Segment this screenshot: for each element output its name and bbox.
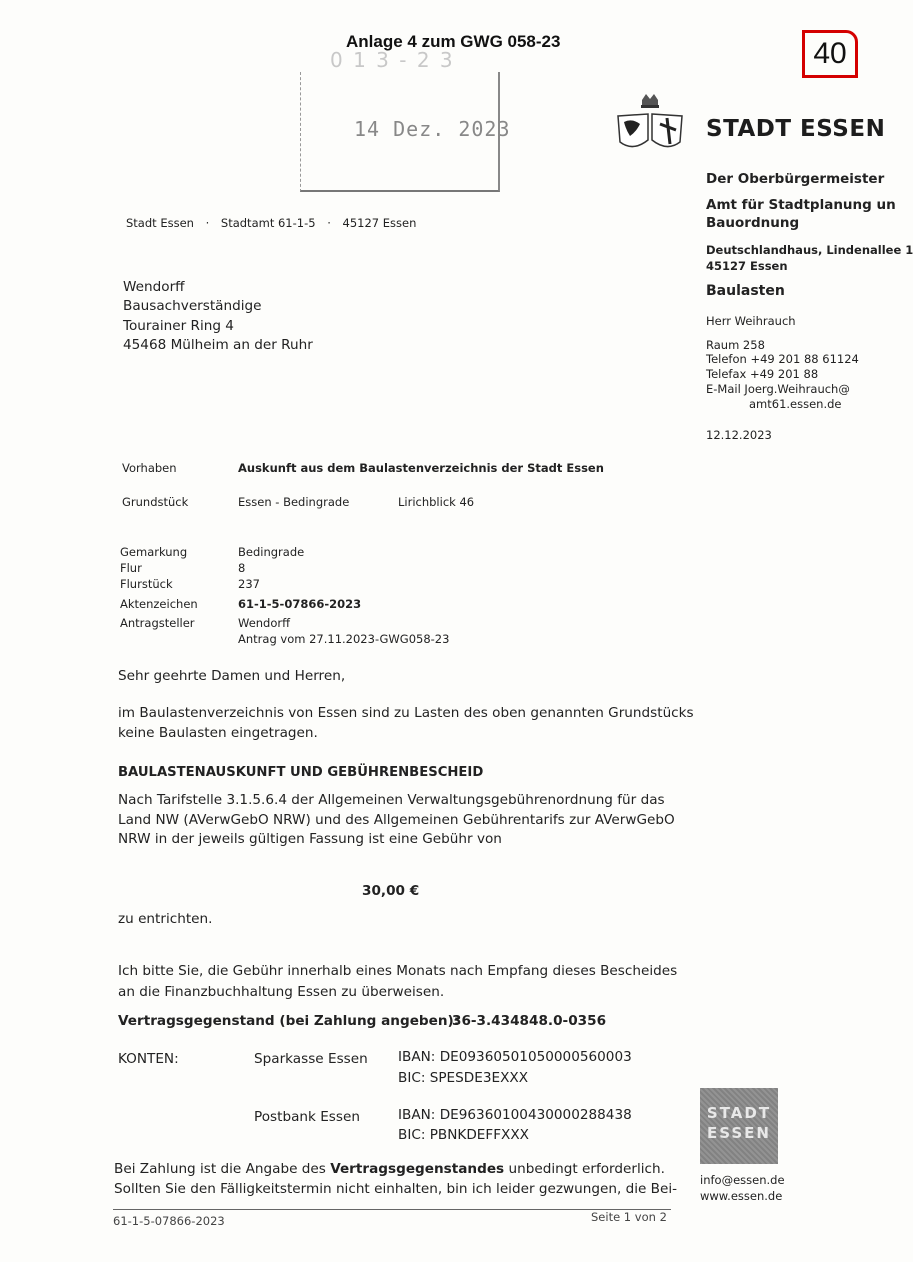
email-address-line2: amt61.essen.de	[749, 397, 842, 411]
closing-line1	[114, 1161, 665, 1177]
letter-date: 12.12.2023	[706, 428, 772, 442]
sender-return-line: Stadt Essen · Stadtamt 61-1-5 · 45127 Essen	[126, 216, 417, 230]
coat-of-arms-icon	[612, 92, 688, 162]
account-iban: IBAN: DE09360501050000560003	[398, 1049, 632, 1065]
flurstueck-value: 237	[238, 577, 260, 591]
salutation: Sehr geehrte Damen und Herren,	[118, 668, 346, 684]
logo-text-line1: STADT	[706, 1104, 772, 1122]
flurstueck-label: Flurstück	[120, 577, 173, 591]
fax-number: Telefax +49 201 88	[706, 367, 819, 381]
phone-number: Telefon +49 201 88 61124	[706, 352, 859, 366]
sender-name: Stadt Essen	[126, 216, 194, 230]
paragraph1-line1: im Baulastenverzeichnis von Essen sind zu Lasten des oben genannten Grundstücks	[118, 705, 694, 721]
antragsteller-label: Antragsteller	[120, 616, 195, 630]
annex-heading: Anlage 4 zum GWG 058-23	[346, 32, 561, 51]
email-address-line1: E-Mail Joerg.Weihrauch@	[706, 382, 850, 396]
grundstueck-label: Grundstück	[122, 495, 189, 509]
gemarkung-label: Gemarkung	[120, 545, 188, 559]
stadt-essen-logo	[700, 1088, 778, 1164]
account-iban: IBAN: DE96360100430000288438	[398, 1107, 632, 1123]
office-name-line1: Amt für Stadtplanung un	[706, 197, 896, 213]
grundstueck-street: Lirichblick 46	[398, 495, 475, 509]
recipient-name: Wendorff	[123, 279, 185, 295]
closing-line1-a: Bei Zahlung ist die Angabe des	[114, 1161, 331, 1177]
paragraph2-line1: Nach Tarifstelle 3.1.5.6.4 der Allgemeinen Verwaltungsgebührenordnung für das	[118, 792, 665, 808]
account-bank-name: Sparkasse Essen	[254, 1051, 368, 1067]
page-number-badge: 40	[802, 30, 858, 78]
recipient-title: Bausachverständige	[123, 298, 262, 314]
antragsteller-value: Wendorff	[238, 616, 291, 630]
closing-line2: Sollten Sie den Fälligkeitstermin nicht einhalten, bin ich leider gezwungen, die Bei-	[114, 1181, 678, 1197]
contact-person: Herr Weihrauch	[706, 314, 796, 328]
office-address-line1: Deutschlandhaus, Lindenallee 1	[706, 243, 913, 257]
contract-subject-value: 36-3.434848.0-0356	[452, 1013, 607, 1029]
footer-divider	[113, 1209, 671, 1210]
vorhaben-label: Vorhaben	[122, 461, 177, 475]
section-heading: BAULASTENAUSKUNFT UND GEBÜHRENBESCHEID	[118, 765, 484, 780]
city-title: STADT ESSEN	[706, 116, 886, 142]
logo-text-line2: ESSEN	[707, 1124, 771, 1142]
footer-website: www.essen.de	[700, 1189, 783, 1203]
paragraph4-line2: an die Finanzbuchhaltung Essen zu überweisen.	[118, 984, 445, 1000]
application-reference: Antrag vom 27.11.2023-GWG058-23	[238, 632, 450, 646]
aktenzeichen-value: 61-1-5-07866-2023	[238, 597, 362, 611]
grundstueck-value: Essen - Bedingrade	[238, 495, 350, 509]
paragraph2-line3: NRW in der jeweils gültigen Fassung ist eine Gebühr von	[118, 831, 502, 847]
office-address-line2: 45127 Essen	[706, 259, 788, 273]
stamp-faint-text: 0 1 3 - 2 3	[330, 48, 455, 72]
mayor-title: Der Oberbürgermeister	[706, 171, 885, 187]
paragraph2-line2: Land NW (AVerwGebO NRW) und des Allgemeinen Gebührentarifs zur AVerwGebO	[118, 812, 675, 828]
fee-amount: 30,00 €	[362, 883, 420, 899]
footer-email: info@essen.de	[700, 1173, 785, 1187]
account-bic: BIC: PBNKDEFFXXX	[398, 1127, 529, 1143]
gemarkung-value: Bedingrade	[238, 545, 305, 559]
recipient-street: Tourainer Ring 4	[123, 318, 234, 334]
sender-city: 45127 Essen	[342, 216, 417, 230]
closing-line1-bold: Vertragsgegenstandes	[330, 1161, 505, 1177]
accounts-label: KONTEN:	[118, 1051, 179, 1067]
sender-office: Stadtamt 61-1-5	[220, 216, 316, 230]
account-bank-name: Postbank Essen	[254, 1109, 360, 1125]
footer-page-number: Seite 1 von 2	[591, 1210, 667, 1224]
paragraph4-line1: Ich bitte Sie, die Gebühr innerhalb eines Monats nach Empfang dieses Bescheides	[118, 963, 678, 979]
aktenzeichen-label: Aktenzeichen	[120, 597, 198, 611]
flur-label: Flur	[120, 561, 142, 575]
closing-line1-c: unbedingt erforderlich.	[504, 1161, 665, 1177]
recipient-city: 45468 Mülheim an der Ruhr	[123, 337, 313, 353]
room-number: Raum 258	[706, 338, 765, 352]
paragraph1-line2: keine Baulasten eingetragen.	[118, 725, 318, 741]
flur-value: 8	[238, 561, 246, 575]
department-name: Baulasten	[706, 283, 785, 299]
vorhaben-value: Auskunft aus dem Baulastenverzeichnis der Stadt Essen	[238, 461, 604, 475]
account-bic: BIC: SPESDE3EXXX	[398, 1070, 529, 1086]
paragraph3: zu entrichten.	[118, 911, 213, 927]
footer-reference: 61-1-5-07866-2023	[113, 1214, 225, 1228]
office-name-line2: Bauordnung	[706, 215, 800, 231]
stamp-date: 14 Dez. 2023	[354, 117, 511, 141]
contract-subject-label: Vertragsgegenstand (bei Zahlung angeben):	[118, 1013, 460, 1029]
